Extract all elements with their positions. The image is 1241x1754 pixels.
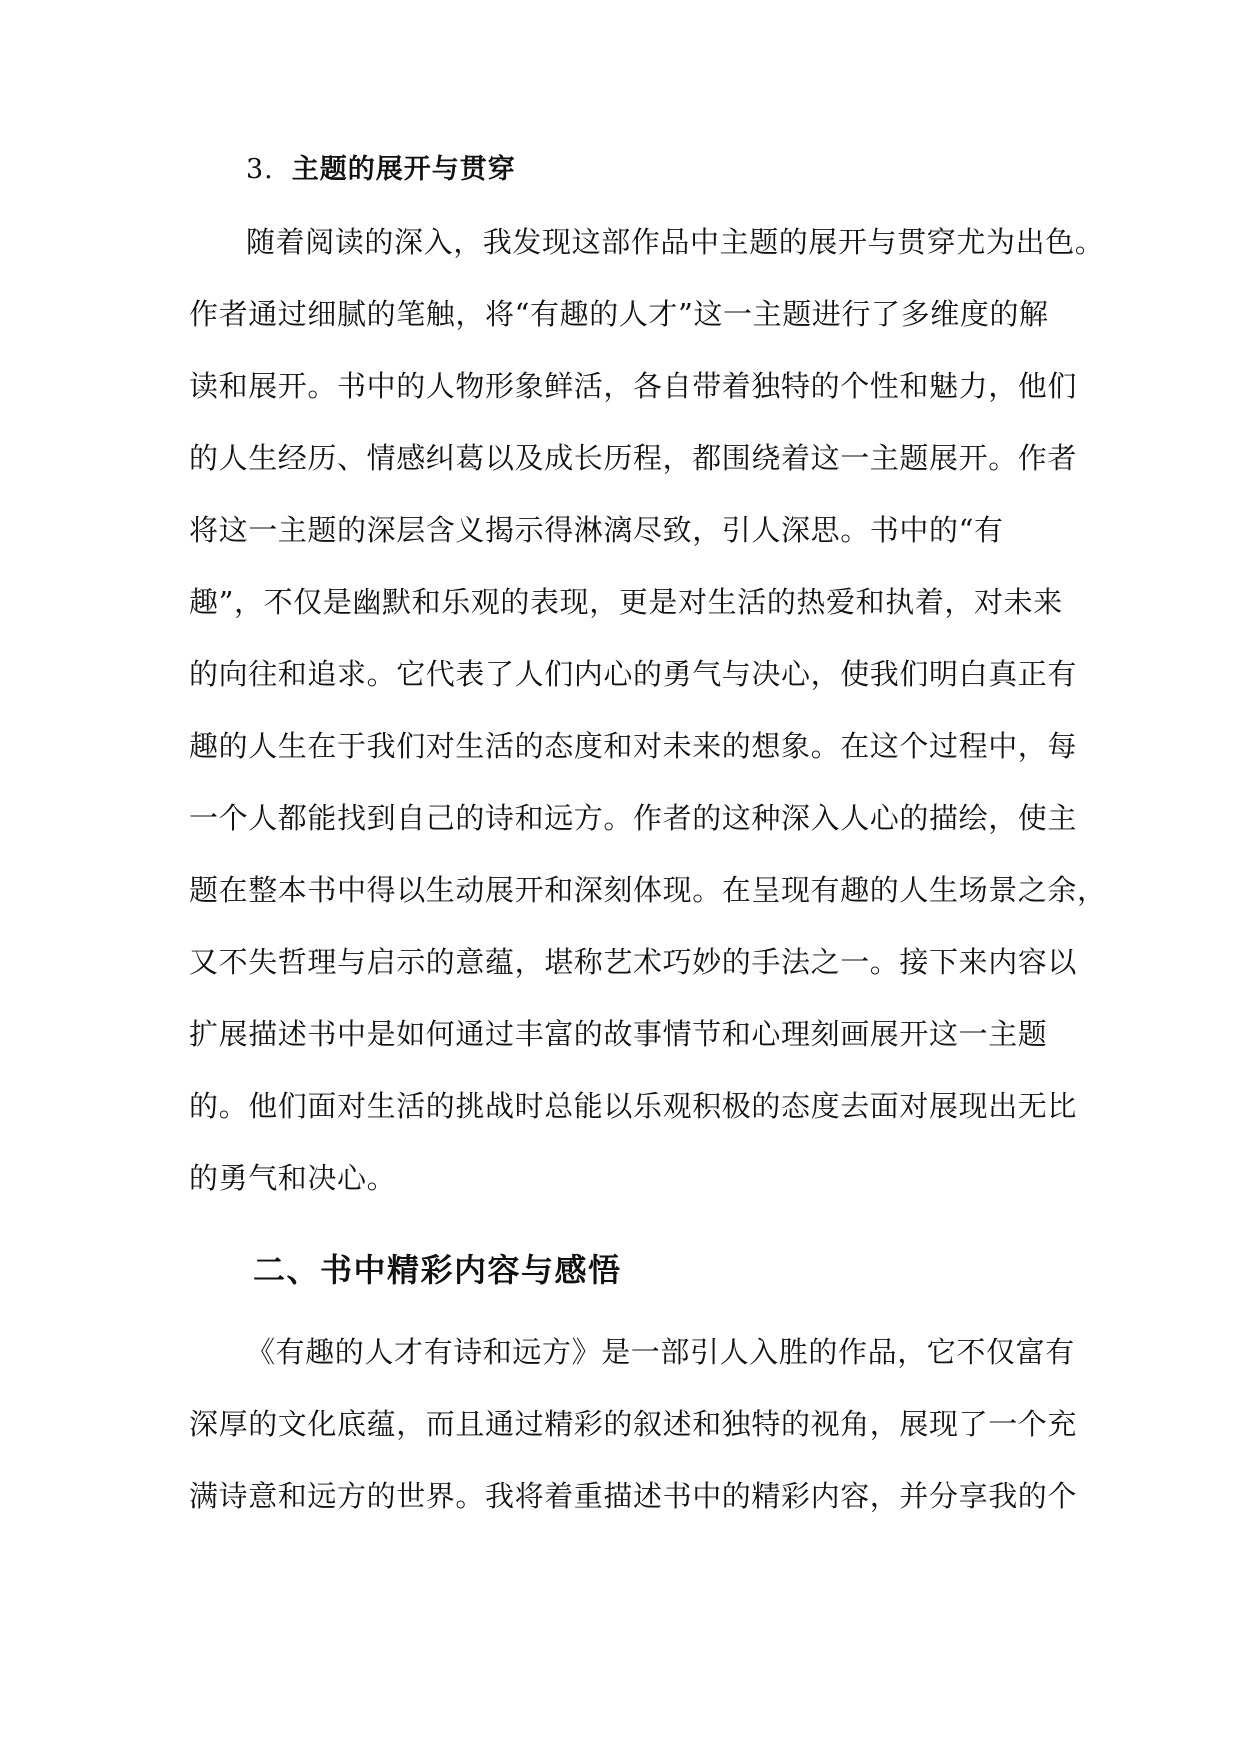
paragraph-line: 读和展开。书中的人物形象鲜活，各自带着独特的个性和魅力，他们 [189, 369, 1078, 403]
paragraph-line: 扩展描述书中是如何通过丰富的故事情节和心理刻画展开这一主题 [189, 1017, 1048, 1051]
paragraph-line: 趣的人生在于我们对生活的态度和对未来的想象。在这个过程中，每 [189, 729, 1078, 763]
paragraph-line: 的。他们面对生活的挑战时总能以乐观积极的态度去面对展现出无比 [189, 1089, 1078, 1123]
paragraph-line: 满诗意和远方的世界。我将着重描述书中的精彩内容，并分享我的个 [189, 1479, 1078, 1513]
paragraph-line: 题在整本书中得以生动展开和深刻体现。在呈现有趣的人生场景之余， [189, 873, 1107, 907]
paragraph-line: 的人生经历、情感纠葛以及成长历程，都围绕着这一主题展开。作者 [189, 441, 1078, 475]
paragraph-line: 随着阅读的深入，我发现这部作品中主题的展开与贯穿尤为出色。 [246, 225, 1105, 259]
paragraph-line: 的向往和追求。它代表了人们内心的勇气与决心，使我们明白真正有 [189, 657, 1078, 691]
paragraph-line: 的勇气和决心。 [189, 1161, 397, 1195]
section-heading: 二、书中精彩内容与感悟 [253, 1251, 622, 1289]
paragraph-line: 又不失哲理与启示的意蕴，堪称艺术巧妙的手法之一。接下来内容以 [189, 945, 1078, 979]
subsection-number: 3. [246, 154, 274, 185]
subsection-heading [246, 152, 516, 188]
paragraph-line: 将这一主题的深层含义揭示得淋漓尽致，引人深思。书中的“有 [189, 513, 1004, 547]
paragraph-line: 作者通过细腻的笔触，将“有趣的人才”这一主题进行了多维度的解 [189, 297, 1049, 331]
paragraph-line: 一个人都能找到自己的诗和远方。作者的这种深入人心的描绘，使主 [189, 801, 1078, 835]
subsection-title: 主题的展开与贯穿 [291, 154, 516, 185]
paragraph-line: 《有趣的人才有诗和远方》是一部引人入胜的作品，它不仅富有 [246, 1335, 1075, 1369]
paragraph-line: 趣”，不仅是幽默和乐观的表现，更是对生活的热爱和执着，对未来 [189, 585, 1063, 619]
paragraph-line: 深厚的文化底蕴，而且通过精彩的叙述和独特的视角，展现了一个充 [189, 1407, 1078, 1441]
